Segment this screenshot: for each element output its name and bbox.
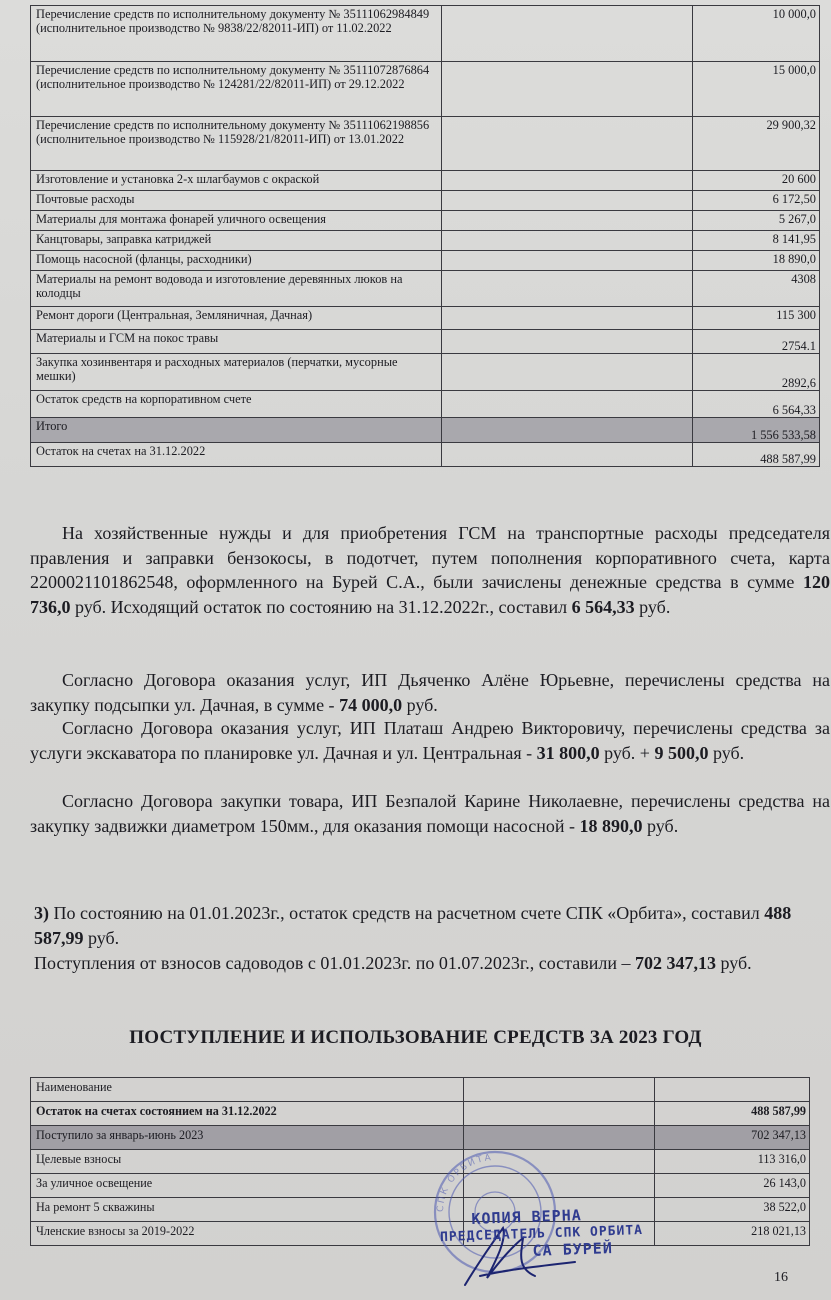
table-row — [31, 1174, 810, 1198]
section-3-income: Поступления от взносов садоводов с 01.01.2023г. по 01.07.2023г., составили – 702 347,13 руб. — [34, 952, 752, 973]
item-amount: 6 172,50 — [692, 191, 819, 211]
empty-cell — [442, 418, 692, 443]
item-name: Перечисление средств по исполнительному документу № 35111072876864 (исполнительное производство № 124281/22/82011-ИП) от 29.12.2022 — [31, 62, 442, 117]
empty-cell — [442, 191, 692, 211]
empty-cell — [442, 171, 692, 191]
item-amount: 6 564,33 — [692, 391, 819, 418]
section-3-summary — [34, 901, 814, 975]
table-row — [31, 1102, 810, 1126]
table-row — [31, 231, 820, 251]
stamp-ring-text: СПК ОРБИТА — [435, 1152, 494, 1213]
item-name: Ремонт дороги (Центральная, Земляничная, Дачная) — [31, 307, 442, 330]
table-row — [31, 354, 820, 391]
item-amount: 5 267,0 — [692, 211, 819, 231]
item-name: Остаток на счетах состоянием на 31.12.2022 — [31, 1102, 464, 1126]
item-amount: 26 143,0 — [655, 1174, 810, 1198]
item-name: Почтовые расходы — [31, 191, 442, 211]
item-amount: 29 900,32 — [692, 117, 819, 171]
svg-text:СПК ОРБИТА — [436, 1153, 493, 1212]
item-name: Поступило за январь-июнь 2023 — [31, 1126, 464, 1150]
table-row — [31, 1150, 810, 1174]
table-row — [31, 307, 820, 330]
item-name: Изготовление и установка 2-х шлагбаумов с окраской — [31, 171, 442, 191]
item-amount: 8 141,95 — [692, 231, 819, 251]
table-row — [31, 1078, 810, 1102]
empty-cell — [442, 271, 692, 307]
empty-cell — [442, 307, 692, 330]
item-name: Материалы для монтажа фонарей уличного освещения — [31, 211, 442, 231]
item-amount: 2754.1 — [692, 330, 819, 354]
table-row — [31, 1126, 810, 1150]
empty-cell — [442, 62, 692, 117]
expenses-table — [30, 5, 820, 467]
paragraph-bezpalaya-contract: Согласно Договора закупки товара, ИП Безпалой Карине Николаевне, перечислены средства на закупку задвижки диаметром 150мм., для оказания помощи насосной - 18 890,0 руб. — [30, 791, 830, 836]
table-row — [31, 62, 820, 117]
item-amount: 702 347,13 — [655, 1126, 810, 1150]
item-amount: 18 890,0 — [692, 251, 819, 271]
table-row — [31, 1222, 810, 1246]
item-amount: 1 556 533,58 — [692, 418, 819, 443]
item-amount: 2892,6 — [692, 354, 819, 391]
empty-cell — [464, 1102, 655, 1126]
item-name: Закупка хозинвентаря и расходных материалов (перчатки, мусорные мешки) — [31, 354, 442, 391]
table-row — [31, 251, 820, 271]
table-row — [31, 271, 820, 307]
item-amount: 15 000,0 — [692, 62, 819, 117]
table-row — [31, 211, 820, 231]
item-amount: 488 587,99 — [692, 443, 819, 467]
empty-cell — [442, 231, 692, 251]
item-name: Остаток средств на корпоративном счете — [31, 391, 442, 418]
empty-cell — [442, 117, 692, 171]
item-name: Материалы и ГСМ на покос травы — [31, 330, 442, 354]
table-row — [31, 391, 820, 418]
item-amount: 218 021,13 — [655, 1222, 810, 1246]
table-row — [31, 171, 820, 191]
item-name: Канцтовары, заправка катриджей — [31, 231, 442, 251]
item-amount: 113 316,0 — [655, 1150, 810, 1174]
section-3-balance: 3) По состоянию на 01.01.2023г., остаток средств на расчетном счете СПК «Орбита», составил 488 587,99 руб. — [34, 903, 792, 948]
table-row — [31, 6, 820, 62]
item-name: На ремонт 5 скважины — [31, 1198, 464, 1222]
item-name: За уличное освещение — [31, 1174, 464, 1198]
item-amount: 488 587,99 — [655, 1102, 810, 1126]
empty-cell — [442, 443, 692, 467]
item-name: Материалы на ремонт водовода и изготовление деревянных люков на колодцы — [31, 271, 442, 307]
empty-cell — [464, 1126, 655, 1150]
item-name: Итого — [31, 418, 442, 443]
empty-cell — [442, 330, 692, 354]
table-row — [31, 330, 820, 354]
item-amount: 10 000,0 — [692, 6, 819, 62]
item-name: Членские взносы за 2019-2022 — [31, 1222, 464, 1246]
item-name: Перечисление средств по исполнительному документу № 35111062984849 (исполнительное производство № 9838/22/82011-ИП) от 11.02.2022 — [31, 6, 442, 62]
paragraph-dyachenko-contract: Согласно Договора оказания услуг, ИП Дьяченко Алёне Юрьевне, перечислены средства на закупку подсыпки ул. Дачная, в сумме - 74 000,0 руб. — [30, 670, 830, 715]
empty-cell — [464, 1078, 655, 1102]
column-header-name: Наименование — [31, 1078, 464, 1102]
table-row — [31, 1198, 810, 1222]
empty-cell — [442, 211, 692, 231]
stamp-copy-verified: КОПИЯ ВЕРНА ПРЕДСЕДАТЕЛЬ СПК ОРБИТА СА БУРЕЙ — [439, 1206, 644, 1260]
table-row — [31, 117, 820, 171]
section-heading-2023: ПОСТУПЛЕНИЕ И ИСПОЛЬЗОВАНИЕ СРЕДСТВ ЗА 2023 ГОД — [129, 1027, 702, 1048]
item-amount: 38 522,0 — [655, 1198, 810, 1222]
empty-cell — [442, 391, 692, 418]
item-amount: 115 300 — [692, 307, 819, 330]
table-row — [31, 443, 820, 467]
item-amount: 4308 — [692, 271, 819, 307]
item-name: Целевые взносы — [31, 1150, 464, 1174]
empty-cell — [442, 354, 692, 391]
empty-cell — [442, 6, 692, 62]
item-amount — [655, 1078, 810, 1102]
item-name: Помощь насосной (фланцы, расходники) — [31, 251, 442, 271]
income-2023-table — [30, 1077, 810, 1246]
paragraph-corporate-account: На хозяйственные нужды и для приобретения ГСМ на транспортные расходы председателя правления и заправки бензокосы, в подотчет, путем пополнения корпоративного счета, карта 2200021101862548, оформленного на Бурей С.А., были зачислены денежные средства в сумме 120 736,0 руб. Исходящий остаток по состоянию на 31.12.2022г., составил 6 564,33 руб. — [30, 523, 830, 617]
item-name: Остаток на счетах на 31.12.2022 — [31, 443, 442, 467]
table-row — [31, 191, 820, 211]
paragraph-platash-contract: Согласно Договора оказания услуг, ИП Платаш Андрею Викторовичу, перечислены средства за услуги экскаватора по планировке ул. Дачная и ул. Центральная - 31 800,0 руб. + 9 500,0 руб. — [30, 718, 830, 763]
table-row — [31, 418, 820, 443]
item-name: Перечисление средств по исполнительному документу № 35111062198856 (исполнительное производство № 115928/21/82011-ИП) от 13.01.2022 — [31, 117, 442, 171]
empty-cell — [442, 251, 692, 271]
item-amount: 20 600 — [692, 171, 819, 191]
page-number: 16 — [774, 1270, 788, 1285]
